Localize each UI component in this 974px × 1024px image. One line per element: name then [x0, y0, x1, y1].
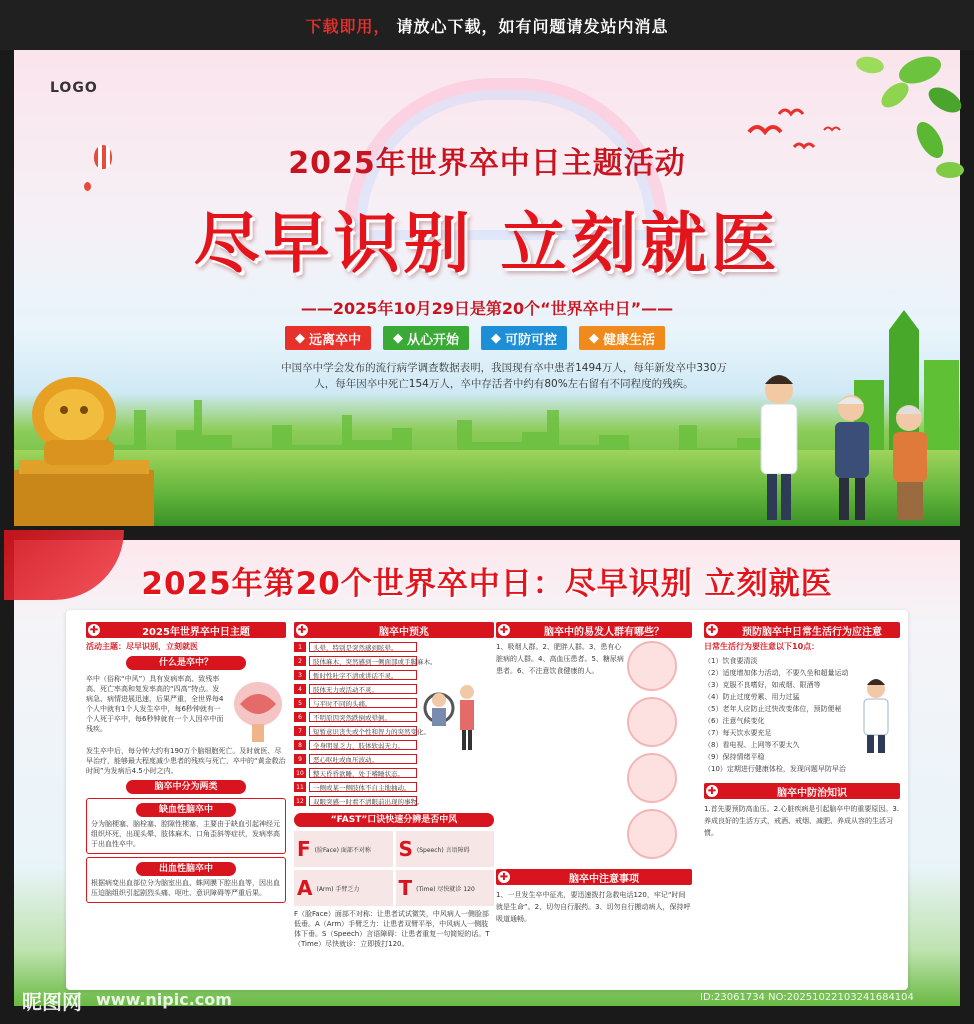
fast-t-cell: T (Time) 尽快就诊 120 — [396, 870, 495, 906]
fast-f-cell: F (脸Face) 面部不对称 — [294, 831, 393, 867]
tag-2: ◆ 从心开始 — [383, 326, 469, 350]
column-theme — [86, 622, 286, 903]
stroke-types-heading: 脑卒中分为两类 — [126, 780, 246, 794]
stone-lion-statue-icon — [14, 360, 154, 526]
main-slogan: 尽早识别 立刻就医 — [193, 205, 781, 282]
what-is-stroke-heading: 什么是卒中？ — [126, 656, 246, 670]
theme-line: 活动主题：尽早识别，立刻就医 — [86, 642, 198, 651]
logo: LOGO — [50, 80, 98, 96]
ischemic-stroke-box — [86, 798, 286, 854]
banner-info-board — [14, 540, 960, 1006]
medical-cross-icon: ✚ — [496, 622, 512, 638]
slogan-tags — [285, 326, 705, 350]
fast-s-cell: S (Speech) 言语障碍 — [396, 831, 495, 867]
sign-item: 1 头晕，特别是突然感到眩晕。 — [294, 641, 417, 653]
warning-signs-list — [294, 641, 437, 807]
sign-item: 10 整天昏昏欲睡，处于嗜睡状态。 — [294, 767, 417, 779]
tips-subheading: 日常生活行为要注意以下10点： — [704, 642, 820, 651]
doctor-and-elderly-couple-illustration — [739, 360, 949, 526]
tag-3: ◆ 可防可控 — [481, 326, 567, 350]
doctor-illustration — [854, 675, 898, 755]
smoking-icon — [627, 641, 677, 691]
ischemic-text: 分为脑梗塞、脑栓塞、腔隙性梗塞，主要由于缺血引起神经元组织坏死，出现头晕、肢体麻木、口角歪斜等症状，发病率高于出血性卒中。 — [91, 820, 280, 848]
medical-cross-icon: ✚ — [294, 622, 310, 638]
sign-item: 6 不明原因突然跌倒或晕倒。 — [294, 711, 417, 723]
watermark-url: www.nipic.com — [96, 990, 232, 1009]
hemorrhagic-heading: 出血性脑卒中 — [136, 862, 236, 876]
column4-header: ✚ 预防脑卒中日常生活行为应注意 — [704, 622, 900, 638]
golden-time-text: 发生卒中后，每分钟大约有190万个脑细胞死亡。及时就医、尽早治疗，能够最大程度减少患者的残疾与死亡，卒中的“黄金救治时间”为发病后4.5小时之内。 — [86, 747, 286, 775]
event-subtitle: 2025年世界卒中日主题活动 — [288, 146, 686, 181]
fast-heading: “FAST”口诀快速分辨是否中风 — [294, 813, 494, 827]
hemorrhagic-text: 根据病变出血部位分为脑室出血、蛛网膜下腔出血等，因出血压迫脑组织引起剧烈头痛、呕吐、意识障碍等严重后果。 — [91, 879, 280, 897]
knowledge-header: ✚ 脑卒中防治知识 — [704, 783, 900, 799]
medical-cross-icon: ✚ — [704, 622, 720, 638]
tag-1: ◆ 远离卒中 — [285, 326, 371, 350]
notice-prefix: 下载即用， — [305, 16, 391, 36]
fast-a-cell: A (Arm) 手臂乏力 — [294, 870, 393, 906]
heart-disease-icon — [627, 753, 677, 803]
notice-header: ✚ 脑卒中注意事项 — [496, 869, 692, 885]
watermark-footer — [0, 986, 974, 1024]
hemorrhagic-stroke-box — [86, 857, 286, 903]
wheelchair-family-illustration — [417, 678, 487, 778]
fast-grid — [294, 831, 494, 906]
brain-illustration-icon — [230, 674, 286, 744]
tag-4: ◆ 健康生活 — [579, 326, 665, 350]
sign-item: 11 一侧或某一侧肢体不自主地抽动。 — [294, 781, 417, 793]
medical-cross-icon: ✚ — [704, 783, 720, 799]
what-is-stroke-text: 卒中（俗称“中风”）具有发病率高、致残率高、死亡率高和复发率高的“四高”特点。发病急、病情进展迅速，后果严重，全世界每4个人中就有1个人发生卒中，每6秒钟就有一个人死于卒中，每6秒钟就有一个人因卒中而残疾。 — [86, 675, 224, 733]
sign-item: 5 与平时不同的头痛。 — [294, 697, 417, 709]
intro-text: 中国卒中学会发布的流行病学调查数据表明，我国现有卒中患者1494万人，每年新发卒中330万人，每年因卒中死亡154万人，卒中存活者中约有80%左右留有不同程度的残疾。 — [281, 362, 727, 390]
download-notice — [0, 0, 974, 50]
tips-list: （1）饮食要清淡 （2）适度增加体力活动，不要久坐和超量运动 （3）克服不良嗜好，如戒烟、限酒等 （4）防止过度劳累、用力过猛 （5）老年人应防止过快改变体位，预防便秘 （6）注意气候变化 （7）每天饮水要充足 （8）看电视、上网等不要太久 （9）保持情绪平稳 （10）定期进行健康体检，发现问题早防早治 — [704, 657, 849, 773]
board-title: 2025年第20个世界卒中日：尽早识别 立刻就医 — [141, 566, 833, 602]
sign-item: 4 肢体无力或活动不灵。 — [294, 683, 417, 695]
sign-item: 7 短暂意识丧失或个性和智力的突然变化。 — [294, 725, 417, 737]
obesity-icon — [627, 697, 677, 747]
knowledge-text: 1.首先要预防高血压。2.心脏疾病是引起脑卒中的重要原因。3.养成良好的生活方式，戒酒、戒烟、减肥、养成从容的生活习惯。 — [704, 805, 900, 837]
medical-cross-icon: ✚ — [86, 622, 102, 638]
banner-main — [14, 50, 960, 526]
medical-cross-icon: ✚ — [496, 869, 512, 885]
column-warning-signs — [294, 622, 494, 949]
sign-item: 12 双眼突感一时看不清眼前出现的事物。 — [294, 795, 417, 807]
date-line: ——2025年10月29日是第20个“世界卒中日”—— — [300, 299, 674, 318]
sign-item: 9 恶心呕吐或血压波动。 — [294, 753, 417, 765]
sign-item: 3 暂时性吐字不清或讲话不灵。 — [294, 669, 417, 681]
notice-text: 1、一旦发生卒中征兆，要迅速拨打急救电话120，牢记“时间就是生命”。2、切勿自行服药。3、切勿自行搬动病人，保持呼吸道通畅。 — [496, 891, 691, 923]
column3-header: ✚ 脑卒中的易发人群有哪些？ — [496, 622, 692, 638]
fast-description: F（脸Face）面部不对称：让患者试试微笑，中风病人一侧脸部低垂。A（Arm）手臂乏力：让患者双臂平举，中风病人一侧肢体下垂。S（Speech）言语障碍：让患者重复一句简短的话。T（Time）尽快就诊：立即拨打120。 — [294, 910, 490, 948]
sign-item: 8 全身明显乏力，肢体软弱无力。 — [294, 739, 417, 751]
notice-text: 请放心下载，如有问题请发站内消息 — [396, 16, 669, 36]
sign-item: 2 肢体麻木，突然感到一侧面部或手脚麻木。 — [294, 655, 417, 667]
diet-icon — [627, 809, 677, 859]
ischemic-heading: 缺血性脑卒中 — [136, 803, 236, 817]
watermark-site: 昵图网 — [22, 990, 82, 1014]
column1-header: ✚ 2025年世界卒中日主题 — [86, 622, 286, 638]
risk-groups-text: 1、吸烟人群。2、肥胖人群。3、患有心脏病的人群。4、高血压患者。5、糖尿病患者。6、不注意饮食健康的人。 — [496, 643, 624, 675]
column-prevention — [704, 622, 900, 839]
watermark-id: ID:23061734 NO:20251022103241684104 — [700, 992, 914, 1003]
column-risk-groups — [496, 622, 692, 925]
column2-header: ✚ 脑卒中预兆 — [294, 622, 494, 638]
